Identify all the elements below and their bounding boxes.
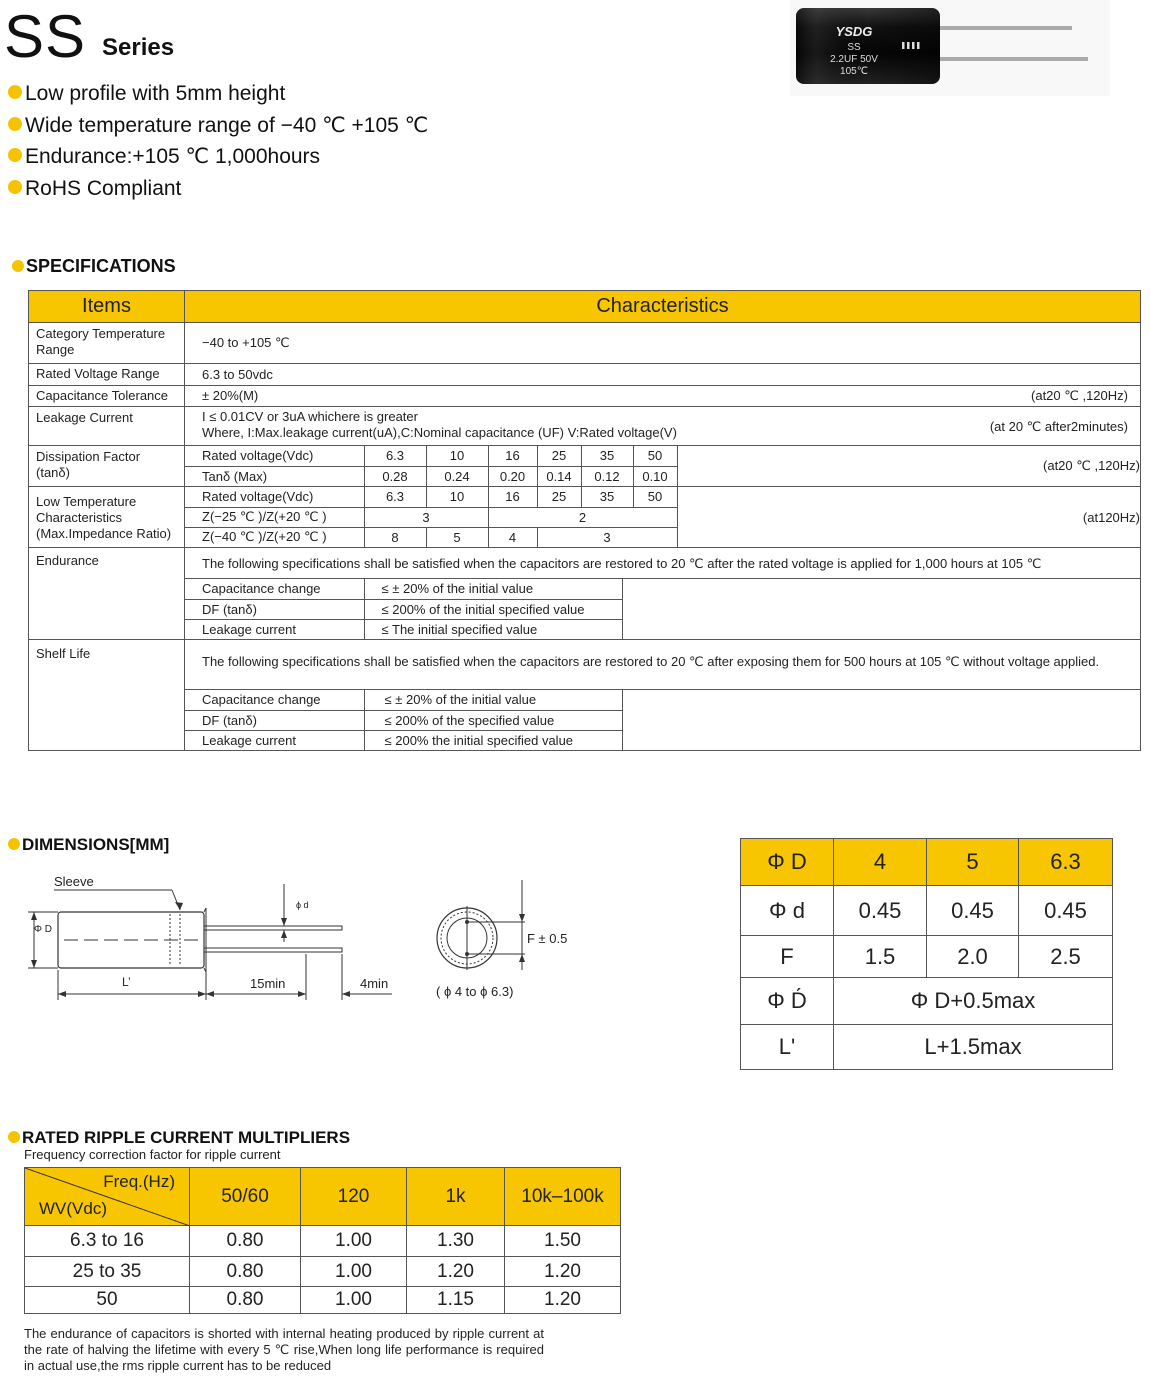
dims-value: 0.45 <box>1019 886 1113 936</box>
capacitor-product-image <box>790 0 1110 96</box>
dims-row-Lp <box>741 1025 1113 1070</box>
row-value: ≤ 200% the initial specified value <box>364 730 622 750</box>
dims-value: Φ D+0.5max <box>834 978 1113 1025</box>
condition-note: (at120Hz) <box>1082 509 1140 525</box>
freq-cell: 10k–100k <box>505 1168 621 1226</box>
feature-list <box>8 78 428 204</box>
multiplier-cell: 1.20 <box>407 1257 505 1287</box>
row-value: ≤ ± 20% of the initial value <box>364 690 622 710</box>
dims-row-phiD <box>741 839 1113 886</box>
item-value: 6.3 to 50vdc <box>185 364 1141 386</box>
endurance-subtable <box>185 579 1140 639</box>
feature-text: Wide temperature range of −40 ℃ +105 ℃ <box>25 113 429 137</box>
ratio-cell: 4 <box>488 527 537 547</box>
multiplier-cell: 0.80 <box>190 1226 301 1257</box>
dims-value: L+1.5max <box>834 1025 1113 1070</box>
bullet-dot-icon <box>8 117 22 131</box>
product-line1: SS <box>847 42 861 53</box>
multiplier-cell: 1.20 <box>505 1287 621 1314</box>
multiplier-cell: 1.30 <box>407 1226 505 1257</box>
ripple-heading <box>8 1128 350 1148</box>
row-label: Z(−40 ℃ )/Z(+20 ℃ ) <box>185 527 364 547</box>
dims-value: 0.45 <box>927 886 1019 936</box>
dims-value: 5 <box>927 839 1019 886</box>
label-range: ( ϕ 4 to ϕ 6.3) <box>436 984 514 999</box>
feature-item <box>8 110 428 142</box>
item-value-cell <box>185 446 1141 487</box>
wv-cell: 6.3 to 16 <box>25 1226 190 1257</box>
item-label: Low Temperature Characteristics (Max.Impedance Ratio) <box>29 487 185 548</box>
item-value-cell <box>185 487 1141 548</box>
multiplier-cell: 1.15 <box>407 1287 505 1314</box>
item-label: Category Temperature Range <box>29 323 185 364</box>
row-value: ≤ The initial specified value <box>364 619 622 639</box>
item-label: Shelf Life <box>29 640 185 751</box>
item-value: −40 to +105 ℃ <box>185 323 1141 364</box>
row-value: ≤ ± 20% of the initial value <box>364 579 622 599</box>
ripple-row <box>25 1257 621 1287</box>
dims-value: 4 <box>834 839 927 886</box>
multiplier-cell: 1.00 <box>301 1226 407 1257</box>
row-label: Rated voltage(Vdc) <box>185 487 364 507</box>
multiplier-cell: 1.00 <box>301 1287 407 1314</box>
ratio-cell: 3 <box>364 507 488 527</box>
bullet-dot-icon <box>8 85 22 99</box>
multiplier-cell: 1.50 <box>505 1226 621 1257</box>
item-label: Leakage Current <box>29 407 185 446</box>
label-4min: 4min <box>360 976 389 991</box>
tan-cell: 0.28 <box>364 466 426 486</box>
feature-item <box>8 173 428 205</box>
item-value-cell <box>185 548 1141 640</box>
col-items: Items <box>29 291 185 323</box>
spec-row-low-temp <box>29 487 1141 548</box>
dims-row-phiDp <box>741 978 1113 1025</box>
multiplier-cell: 0.80 <box>190 1257 301 1287</box>
item-value-cell <box>185 640 1141 751</box>
specifications-title: SPECIFICATIONS <box>26 256 176 276</box>
dims-row-phid <box>741 886 1113 936</box>
bullet-dot-icon <box>8 1131 20 1143</box>
spec-row-cap-tolerance <box>29 386 1141 407</box>
dims-row-F <box>741 936 1113 978</box>
row-label: Leakage current <box>185 730 364 750</box>
ratio-cell: 8 <box>364 527 426 547</box>
feature-text: Low profile with 5mm height <box>25 82 286 105</box>
row-label: Tanδ (Max) <box>185 466 364 486</box>
freq-cell: 120 <box>301 1168 407 1226</box>
bullet-dot-icon <box>12 260 24 272</box>
condition-note: (at 20 ℃ after2minutes) <box>989 419 1128 434</box>
freq-cell: 1k <box>407 1168 505 1226</box>
wv-cell: 50 <box>25 1287 190 1314</box>
ripple-subtitle: Frequency correction factor for ripple current <box>24 1147 281 1162</box>
col-characteristics: Characteristics <box>185 291 1141 323</box>
voltage-cell: 16 <box>488 487 537 507</box>
spec-row-rated-voltage <box>29 364 1141 386</box>
ratio-cell: 5 <box>426 527 488 547</box>
freq-cell: 50/60 <box>190 1168 301 1226</box>
ratio-cell: 2 <box>488 507 677 527</box>
dims-value: 1.5 <box>834 936 927 978</box>
item-label: Capacitance Tolerance <box>29 386 185 407</box>
voltage-cell: 6.3 <box>364 446 426 466</box>
specifications-table <box>28 290 1141 751</box>
condition-note: (at20 ℃ ,120Hz) <box>1043 458 1140 473</box>
product-brand: YSDG <box>835 24 873 39</box>
row-label: DF (tanδ) <box>185 599 364 619</box>
row-label: DF (tanδ) <box>185 710 364 730</box>
leakage-line1: I ≤ 0.01CV or 3uA whichere is greater <box>202 409 418 424</box>
dimensions-table <box>740 838 1113 1070</box>
row-value: ≤ 200% of the initial specified value <box>364 599 622 619</box>
shelf-life-subtable <box>185 690 1140 750</box>
dimension-drawing <box>20 870 600 1010</box>
ripple-row <box>25 1226 621 1257</box>
voltage-cell: 10 <box>426 487 488 507</box>
specifications-heading <box>12 256 176 277</box>
label-15min: 15min <box>250 976 286 991</box>
item-label: Rated Voltage Range <box>29 364 185 386</box>
label-sleeve: Sleeve <box>54 874 94 889</box>
freq-label: Freq.(Hz) <box>103 1172 175 1191</box>
voltage-cell: 10 <box>426 446 488 466</box>
bullet-dot-icon <box>8 838 20 850</box>
shelf-life-text: The following specifications shall be satisfied when the capacitors are restored to 20 ℃ after exposing them for 500 hours at 105 ℃ without voltage applied. <box>185 640 1140 690</box>
bullet-dot-icon <box>8 180 22 194</box>
ripple-note: The endurance of capacitors is shorted with internal heating produced by ripple current at the rate of halving the lifetime with every 5 ℃ rise,When long life performance is required in actual use,the rms ripple current has to be reduced <box>24 1326 544 1373</box>
voltage-cell: 50 <box>633 487 677 507</box>
label-phi-d: ϕ d <box>296 900 309 910</box>
item-value-cell <box>185 407 1141 446</box>
row-label: Capacitance change <box>185 579 364 599</box>
voltage-cell: 35 <box>581 487 633 507</box>
blank-cell <box>622 579 1140 639</box>
dims-label: F <box>741 936 834 978</box>
row-value: ≤ 200% of the specified value <box>364 710 622 730</box>
product-line3: 105℃ <box>840 66 868 77</box>
bullet-dot-icon <box>8 148 22 162</box>
dims-label: Lʹ <box>741 1025 834 1070</box>
spec-header-row <box>29 291 1141 323</box>
dimensions-title: DIMENSIONS[MM] <box>22 835 170 854</box>
item-label: Dissipation Factor (tanδ) <box>29 446 185 487</box>
dims-label: Φ d <box>741 886 834 936</box>
voltage-cell: 16 <box>488 446 537 466</box>
dissipation-subtable <box>185 446 1140 486</box>
multiplier-cell: 0.80 <box>190 1287 301 1314</box>
spec-row-leakage <box>29 407 1141 446</box>
series-code: SS <box>4 3 87 70</box>
item-label: Endurance <box>29 548 185 640</box>
leakage-line2: Where, I:Max.leakage current(uA),C:Nominal capacitance (UF) V:Rated voltage(V) <box>202 425 677 440</box>
voltage-cell: 35 <box>581 446 633 466</box>
dims-value: 0.45 <box>834 886 927 936</box>
low-temp-subtable <box>185 487 1140 547</box>
label-phi-D: Φ D <box>34 924 52 935</box>
tan-cell: 0.20 <box>488 466 537 486</box>
voltage-cell: 50 <box>633 446 677 466</box>
series-word: Series <box>102 34 175 61</box>
dims-label: Φ D́ <box>741 978 834 1025</box>
voltage-cell: 25 <box>537 446 581 466</box>
spec-row-endurance <box>29 548 1141 640</box>
blank-cell <box>622 690 1140 750</box>
wv-label: WV(Vdc) <box>39 1199 107 1218</box>
spec-row-category-temp <box>29 323 1141 364</box>
product-line2: 2.2UF 50V <box>830 54 878 65</box>
ripple-title: RATED RIPPLE CURRENT MULTIPLIERS <box>22 1128 351 1147</box>
dims-label: Φ D <box>741 839 834 886</box>
endurance-text: The following specifications shall be satisfied when the capacitors are restored to 20 ℃ after the rated voltage is applied for 1,000 hours at 105 ℃ <box>185 548 1140 579</box>
tan-cell: 0.14 <box>537 466 581 486</box>
voltage-cell: 25 <box>537 487 581 507</box>
voltage-cell: 6.3 <box>364 487 426 507</box>
dims-value: 6.3 <box>1019 839 1113 886</box>
ripple-table <box>24 1167 621 1314</box>
ratio-cell: 3 <box>537 527 677 547</box>
dims-value: 2.0 <box>927 936 1019 978</box>
ripple-row <box>25 1287 621 1314</box>
dimensions-heading <box>8 835 169 855</box>
feature-item <box>8 78 428 110</box>
feature-text: RoHS Compliant <box>25 176 182 200</box>
row-label: Z(−25 ℃ )/Z(+20 ℃ ) <box>185 507 364 527</box>
diagonal-header-cell <box>25 1168 190 1226</box>
feature-item <box>8 141 428 173</box>
spec-row-dissipation <box>29 446 1141 487</box>
label-F: F ± 0.5 <box>527 931 568 946</box>
row-label: Leakage current <box>185 619 364 639</box>
wv-cell: 25 to 35 <box>25 1257 190 1287</box>
multiplier-cell: 1.20 <box>505 1257 621 1287</box>
tan-cell: 0.24 <box>426 466 488 486</box>
label-L: L’ <box>122 975 131 989</box>
dims-value: 2.5 <box>1019 936 1113 978</box>
ripple-header-row <box>25 1168 621 1226</box>
multiplier-cell: 1.00 <box>301 1257 407 1287</box>
tan-cell: 0.10 <box>633 466 677 486</box>
condition-note: (at20 ℃ ,120Hz) <box>1031 388 1128 403</box>
row-label: Capacitance change <box>185 690 364 710</box>
item-value-cell <box>185 386 1141 407</box>
item-value: ± 20%(M) <box>202 388 259 403</box>
feature-text: Endurance:+105 ℃ 1,000hours <box>25 145 321 168</box>
tan-cell: 0.12 <box>581 466 633 486</box>
spec-row-shelf-life <box>29 640 1141 751</box>
row-label: Rated voltage(Vdc) <box>185 446 364 466</box>
